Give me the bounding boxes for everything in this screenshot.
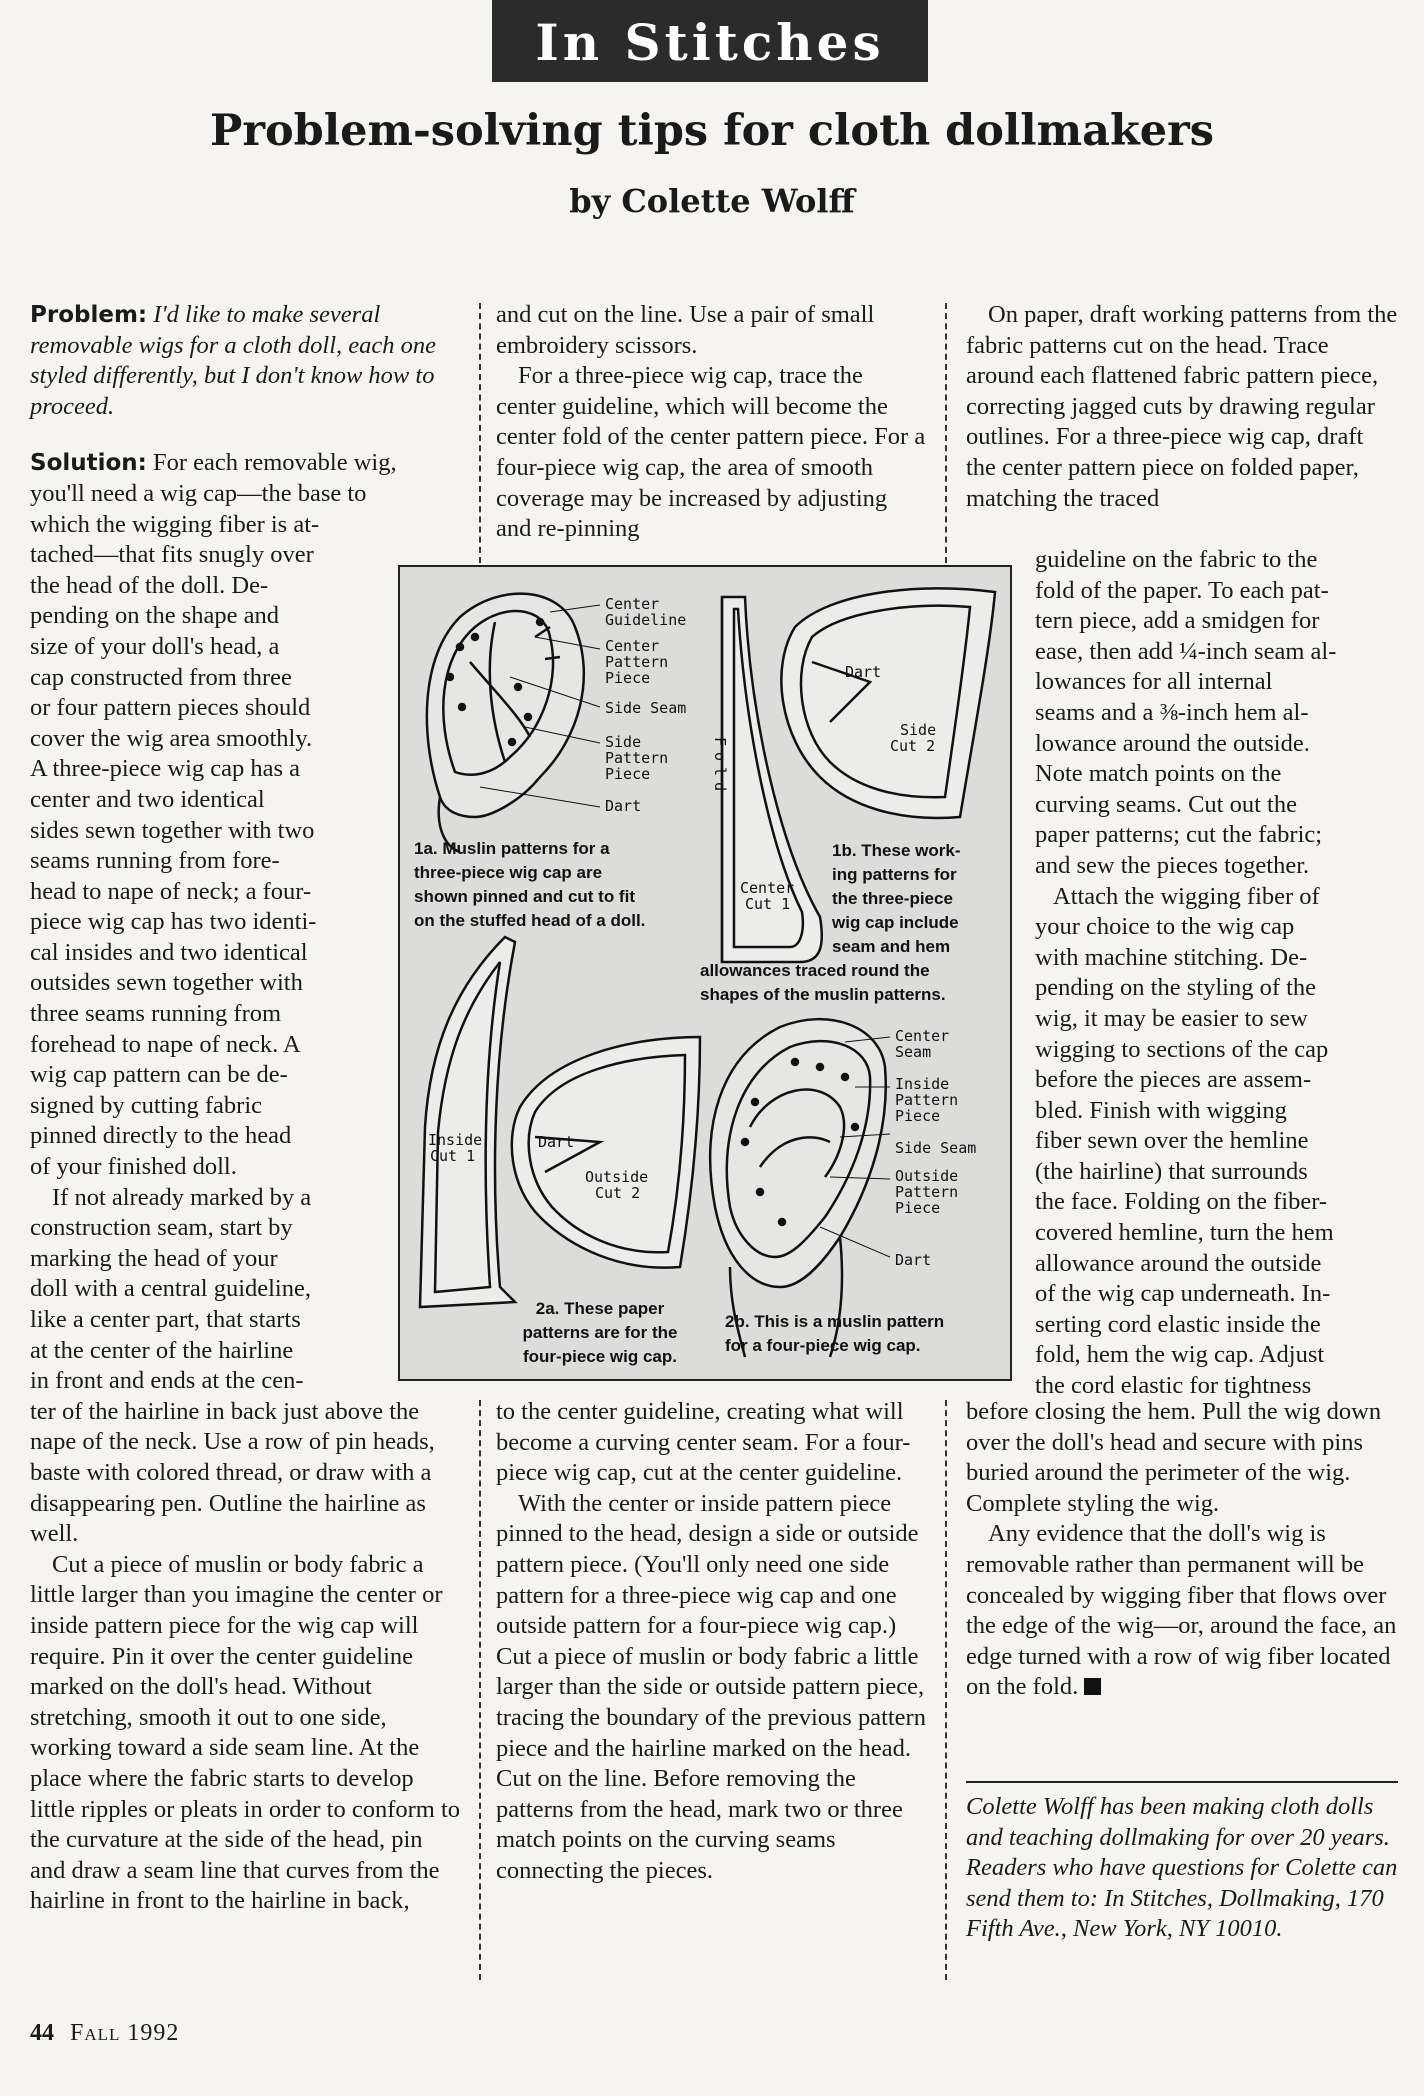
- caption-line: 1a. Muslin patterns for a: [414, 839, 610, 858]
- text-line: like a center part, that starts: [30, 1306, 301, 1333]
- page-footer: [30, 2020, 179, 2047]
- text-line: fiber sewn over the hemline: [1035, 1127, 1309, 1155]
- text-line: bled. Finish with wigging: [1035, 1096, 1287, 1124]
- column-3-middle: [1035, 545, 1405, 1402]
- problem-text: I'd like to make several removable wigs for a cloth doll, each one styled differently, but I don't know how to proceed.: [30, 301, 436, 420]
- text-line: Note match points on the: [1035, 760, 1282, 788]
- text-line: marking the head of your: [30, 1244, 278, 1272]
- label-inside-cut: Inside: [428, 1131, 483, 1149]
- text-line: size of your doll's head, a: [30, 632, 280, 660]
- text-line: paper patterns; cut the fabric;: [1035, 821, 1323, 849]
- paragraph: to the center guideline, creating what will become a curving center seam. For a four-piece wig cap, cut at the center guideline.: [496, 1398, 911, 1487]
- text-line: before the pieces are assem-: [1035, 1066, 1312, 1094]
- muslin-paragraph: Cut a piece of muslin or body fabric a little larger than you imagine the center or inside pattern piece for the wig cap will require. Pin it over the center guideline marked on the doll's head. Without stretching, smooth it out to one side, working toward a side seam line. At the place where the fabric starts to develop little ripples or pleats in order to conform to the curvature at the side of the head, pin and draw a seam line that curves from the hairline in front to the hairline in back,: [30, 1550, 461, 1915]
- column-divider-2b: [945, 1400, 947, 1980]
- label-dart-1b: Dart: [845, 663, 882, 681]
- section-banner: In Stitches: [492, 0, 928, 82]
- byline: by Colette Wolff: [569, 182, 855, 220]
- label-center-pattern-2: Pattern: [605, 653, 669, 671]
- paragraph: On paper, draft working patterns from the fabric patterns cut on the head. Trace around each flattened fabric pattern piece, correcting jagged cuts by drawing regular outlines. For a three-piece wig cap, draft the center pattern piece on folded paper, matching the traced: [966, 301, 1398, 512]
- label-fold: Fold: [711, 737, 729, 798]
- text-line: you'll need a wig cap—the base to: [30, 479, 367, 507]
- label-inside-pattern: Inside: [895, 1075, 950, 1093]
- text-line: Attach the wigging fiber of: [1053, 882, 1320, 910]
- text-line: sides sewn together with two: [30, 816, 315, 844]
- article-title: Problem-solving tips for cloth dollmakers: [210, 106, 1214, 156]
- label-center-cut-2: Cut 1: [745, 895, 791, 913]
- text-line: fold of the paper. To each pat-: [1035, 576, 1329, 604]
- label-dart-1a: Dart: [605, 797, 642, 815]
- text-line: and sew the pieces together.: [1035, 851, 1310, 879]
- solution-paragraph: [30, 448, 462, 479]
- paragraph: With the center or inside pattern piece pinned to the head, design a side or outside pattern piece. (You'll only need one side pattern for a three-piece wig cap and one outside pattern for a four-piece wig cap.) Cut a piece of muslin or body fabric a little larger than the side or outside pattern piece, tracing the boundary of the previous pattern piece and the hairline marked on the head. Cut on the line. Before removing the patterns from the head, mark two or three match points on the curving seams connecting the pieces.: [496, 1489, 926, 1884]
- solution-label: Solution:: [30, 450, 147, 477]
- text-line: with machine stitching. De-: [1035, 943, 1308, 971]
- caption-2a: [500, 1297, 700, 1369]
- text-line: tern piece, add a smidgen for: [1035, 607, 1320, 635]
- column-divider-1: [479, 303, 481, 563]
- label-dart-2b: Dart: [895, 1251, 932, 1269]
- text-line: wig cap pattern can be de-: [30, 1061, 288, 1089]
- text-line: allowance around the outside: [1035, 1249, 1322, 1277]
- text-line: cover the wig area smoothly.: [30, 724, 313, 752]
- text-line: doll with a central guideline,: [30, 1275, 311, 1303]
- text-line: or four pattern pieces should: [30, 694, 311, 722]
- text-line: guideline on the fabric to the: [1035, 546, 1318, 573]
- figure-1a-head: [427, 594, 584, 852]
- caption-line: patterns are for the: [522, 1323, 678, 1342]
- caption-line: for a four-piece wig cap.: [725, 1336, 921, 1355]
- text-line: forehead to nape of neck. A: [30, 1030, 301, 1058]
- caption-line: shapes of the muslin patterns.: [700, 985, 946, 1004]
- caption-line: 2a. These paper: [535, 1299, 665, 1318]
- paragraph: before closing the hem. Pull the wig down over the doll's head and secure with pins buried around the perimeter of the wig. Complete styling the wig.: [966, 1398, 1382, 1517]
- caption-line: three-piece wig cap are: [414, 863, 603, 882]
- label-outside-pattern: Outside: [895, 1167, 959, 1185]
- label-center-pattern-3: Piece: [605, 669, 651, 687]
- text-line: pending on the shape and: [30, 602, 280, 630]
- label-inside-cut-2: Cut 1: [430, 1147, 476, 1165]
- column-2-top: [496, 300, 928, 545]
- label-side-pattern-2: Pattern: [605, 749, 669, 767]
- text-line: pending on the styling of the: [1035, 974, 1317, 1002]
- problem-paragraph: [30, 300, 462, 422]
- label-outside-pattern-2: Pattern: [895, 1183, 959, 1201]
- text-line: the head of the doll. De-: [30, 571, 269, 599]
- text-line: serting cord elastic inside the: [1035, 1310, 1321, 1338]
- figure-2b-head: [710, 1019, 886, 1357]
- caption-line: wig cap include: [832, 913, 959, 932]
- end-mark-icon: [1084, 1678, 1101, 1695]
- caption-line: seam and hem: [832, 937, 951, 956]
- author-bio: [966, 1792, 1398, 1945]
- label-side-seam-2b: Side Seam: [895, 1139, 977, 1157]
- text-line: construction seam, start by: [30, 1214, 293, 1242]
- text-line: If not already marked by a: [52, 1183, 312, 1211]
- caption-line: the three-piece: [832, 889, 953, 908]
- label-outside-cut: Outside: [585, 1168, 649, 1186]
- paragraph-text: Any evidence that the doll's wig is removable rather than permanent will be concealed by wigging fiber that flows over the edge of the wig—or, around the face, an edge turned with a row of wig fiber located on the fold.: [966, 1520, 1397, 1701]
- figure-box: [398, 565, 1012, 1381]
- paragraph: and cut on the line. Use a pair of small embroidery scissors.: [496, 301, 875, 359]
- text-line: A three-piece wig cap has a: [30, 755, 301, 783]
- caption-line: allowances traced round the: [700, 961, 930, 980]
- column-divider-2: [945, 303, 947, 563]
- text-line: of your finished doll.: [30, 1153, 237, 1181]
- text-line: pinned directly to the head: [30, 1122, 292, 1150]
- label-inside-pattern-3: Piece: [895, 1107, 941, 1125]
- figure-2a-inside-pattern: [420, 937, 515, 1307]
- text-line: in front and ends at the cen-: [30, 1367, 304, 1395]
- text-line: cal insides and two identical: [30, 938, 308, 966]
- guideline-paragraph-rest: ter of the hairline in back just above the nape of the neck. Use a row of pin heads, baste with colored thread, or draw with a disappearing pen. Outline the hairline as well.: [30, 1397, 435, 1548]
- caption-2b: [725, 1310, 1005, 1358]
- label-outside-cut-2: Cut 2: [595, 1184, 641, 1202]
- text-line: piece wig cap has two identi-: [30, 908, 317, 936]
- text-line: seams and a ⅜-inch hem al-: [1035, 698, 1309, 726]
- text-line: seams running from fore-: [30, 847, 280, 875]
- text-line: signed by cutting fabric: [30, 1091, 263, 1119]
- text-line: center and two identical: [30, 785, 265, 813]
- paragraph: For a three-piece wig cap, trace the center guideline, which will become the center fold of the center pattern piece. For a four-piece wig cap, the area of smooth coverage may be increased by adjusting and re-pinning: [496, 362, 926, 543]
- column-divider-1b: [479, 1400, 481, 1980]
- label-center-pattern: Center: [605, 637, 660, 655]
- text-line: wig, it may be easier to sew: [1035, 1004, 1308, 1032]
- text-line: (the hairline) that surrounds: [1035, 1157, 1308, 1185]
- text-line: tached—that fits snugly over: [30, 541, 314, 569]
- label-center-seam-2: Seam: [895, 1043, 932, 1061]
- column-2-bottom: [496, 1397, 928, 1887]
- text-line: your choice to the wig cap: [1035, 913, 1295, 941]
- figure-1b-side-pattern: [781, 588, 995, 818]
- label-outside-pattern-3: Piece: [895, 1199, 941, 1217]
- page-number: 44: [30, 2020, 54, 2046]
- problem-label: Problem:: [30, 302, 148, 328]
- text-line: lowance around the outside.: [1035, 729, 1310, 757]
- text-line: cap constructed from three: [30, 663, 292, 691]
- label-center-guideline: Center: [605, 595, 660, 613]
- text-line: fold, hem the wig cap. Adjust: [1035, 1341, 1325, 1369]
- text-line: three seams running from: [30, 1000, 282, 1028]
- label-center-seam: Center: [895, 1027, 950, 1045]
- caption-line: shown pinned and cut to fit: [414, 887, 635, 906]
- text-line: the cord elastic for tightness: [1035, 1372, 1312, 1400]
- caption-line: four-piece wig cap.: [523, 1347, 677, 1366]
- text-line: of the wig cap underneath. In-: [1035, 1280, 1331, 1308]
- caption-line: 2b. This is a muslin pattern: [725, 1312, 945, 1331]
- label-side-pattern-3: Piece: [605, 765, 651, 783]
- text-line: which the wigging fiber is at-: [30, 510, 320, 538]
- caption-line: ing patterns for: [832, 865, 957, 884]
- figure-2a-outside-pattern: [512, 1037, 700, 1268]
- text-line: head to nape of neck; a four-: [30, 877, 312, 905]
- label-side-cut: Side: [900, 721, 937, 739]
- caption-line: on the stuffed head of a doll.: [414, 911, 646, 930]
- solution-line: For each removable wig,: [153, 449, 397, 477]
- author-bio-text: Colette Wolff has been making cloth dolls and teaching dollmaking for over 20 years. Readers who have questions for Colette can send them to: In Stitches, Dollmaking, 170 Fifth Ave., New York, NY 10010.: [966, 1793, 1398, 1943]
- label-center-cut: Center: [740, 879, 795, 897]
- column-3-top: [966, 300, 1398, 514]
- text-line: ease, then add ¼-inch seam al-: [1035, 637, 1337, 665]
- bio-divider: [966, 1781, 1398, 1783]
- text-line: the face. Folding on the fiber-: [1035, 1188, 1328, 1216]
- label-inside-pattern-2: Pattern: [895, 1091, 959, 1109]
- column-3-bottom: [966, 1397, 1398, 1703]
- text-line: at the center of the hairline: [30, 1336, 294, 1364]
- label-side-cut-2: Cut 2: [890, 737, 936, 755]
- label-center-guideline-2: Guideline: [605, 611, 687, 629]
- issue-date: Fall 1992: [70, 2020, 180, 2046]
- text-line: covered hemline, turn the hem: [1035, 1219, 1334, 1247]
- label-side-seam: Side Seam: [605, 699, 687, 717]
- label-side-pattern: Side: [605, 733, 642, 751]
- text-line: outsides sewn together with: [30, 969, 303, 997]
- text-line: lowances for all internal: [1035, 668, 1273, 696]
- closing-paragraph: [966, 1519, 1398, 1703]
- caption-line: 1b. These work-: [832, 841, 961, 860]
- text-line: wigging to sections of the cap: [1035, 1035, 1329, 1063]
- label-dart-2a: Dart: [538, 1133, 575, 1151]
- caption-1b: [590, 839, 1002, 1007]
- text-line: curving seams. Cut out the: [1035, 790, 1297, 818]
